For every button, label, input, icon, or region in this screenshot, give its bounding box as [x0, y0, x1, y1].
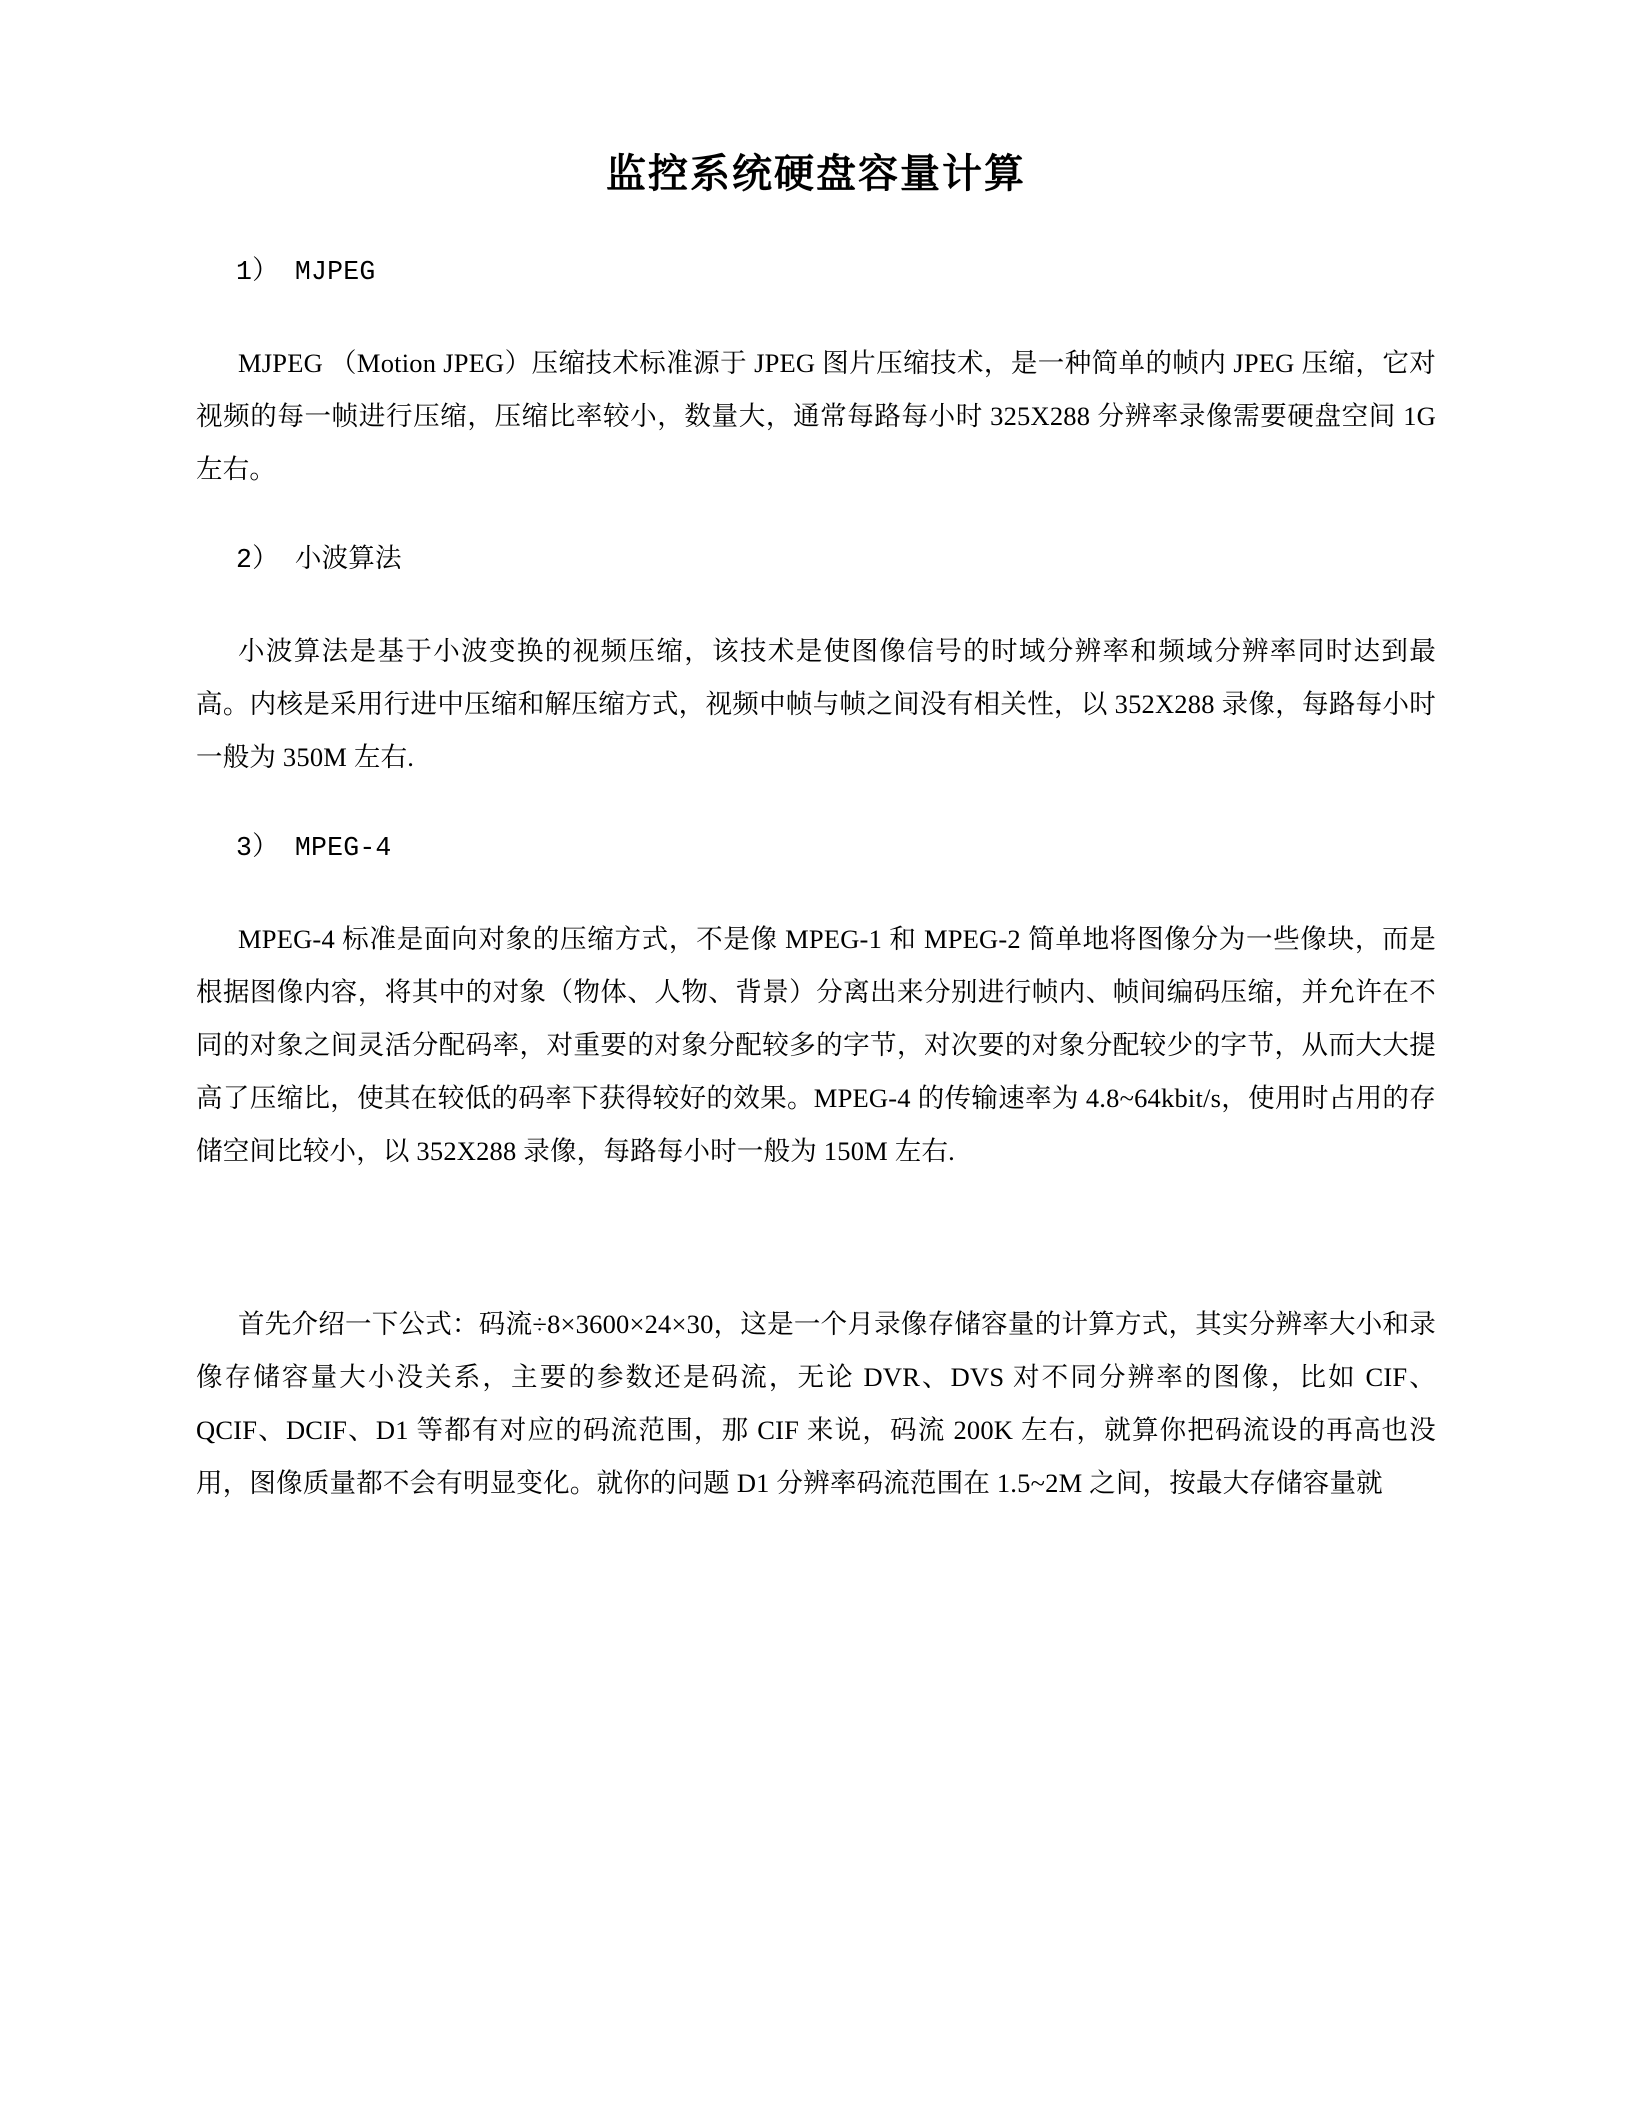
spacer: [196, 1178, 1436, 1298]
section-body-3: MPEG-4 标准是面向对象的压缩方式，不是像 MPEG-1 和 MPEG-2 简单地将图像分为一些像块，而是根据图像内容，将其中的对象（物体、人物、背景）分离出来分别进行帧内、帧间编码压缩，并允许在不同的对象之间灵活分配码率，对重要的对象分配较多的字节，对次要的对象分配较少的字节，从而大大提高了压缩比，使其在较低的码率下获得较好的效果。MPEG-4 的传输速率为 4.8~64kbit/s，使用时占用的存储空间比较小，以 352X288 录像，每路每小时一般为 150M 左右.: [196, 924, 1436, 1166]
section-body-2: 小波算法是基于小波变换的视频压缩，该技术是使图像信号的时域分辨率和频域分辨率同时达到最高。内核是采用行进中压缩和解压缩方式，视频中帧与帧之间没有相关性，以 352X288 录像，每路每小时一般为 350M 左右.: [196, 636, 1436, 772]
page-title: 监控系统硬盘容量计算: [606, 151, 1026, 196]
spacer: [196, 784, 1436, 822]
section-heading-3: 3） MPEG-4: [236, 833, 392, 863]
spacer: [196, 299, 1436, 337]
section-heading-2: 2） 小波算法: [236, 545, 402, 575]
spacer: [196, 875, 1436, 913]
spacer: [196, 496, 1436, 534]
section-heading-1: 1） MJPEG: [236, 257, 376, 287]
document-body: [196, 0, 1436, 1510]
section-body-1: MJPEG （Motion JPEG）压缩技术标准源于 JPEG 图片压缩技术，是一种简单的帧内 JPEG 压缩，它对视频的每一帧进行压缩，压缩比率较小，数量大，通常每路每小时 325X288 分辨率录像需要硬盘空间 1G 左右。: [196, 348, 1436, 484]
closing-paragraph: 首先介绍一下公式：码流÷8×3600×24×30，这是一个月录像存储容量的计算方式，其实分辨率大小和录像存储容量大小没关系，主要的参数还是码流，无论 DVR、DVS 对不同分辨率的图像，比如 CIF、QCIF、DCIF、D1 等都有对应的码流范围，那 CIF 来说，码流 200K 左右，就算你把码流设的再高也没用，图像质量都不会有明显变化。就你的问题 D1 分辨率码流范围在 1.5~2M 之间，按最大存储容量就: [196, 1309, 1436, 1498]
spacer: [196, 198, 1436, 246]
spacer: [196, 587, 1436, 625]
